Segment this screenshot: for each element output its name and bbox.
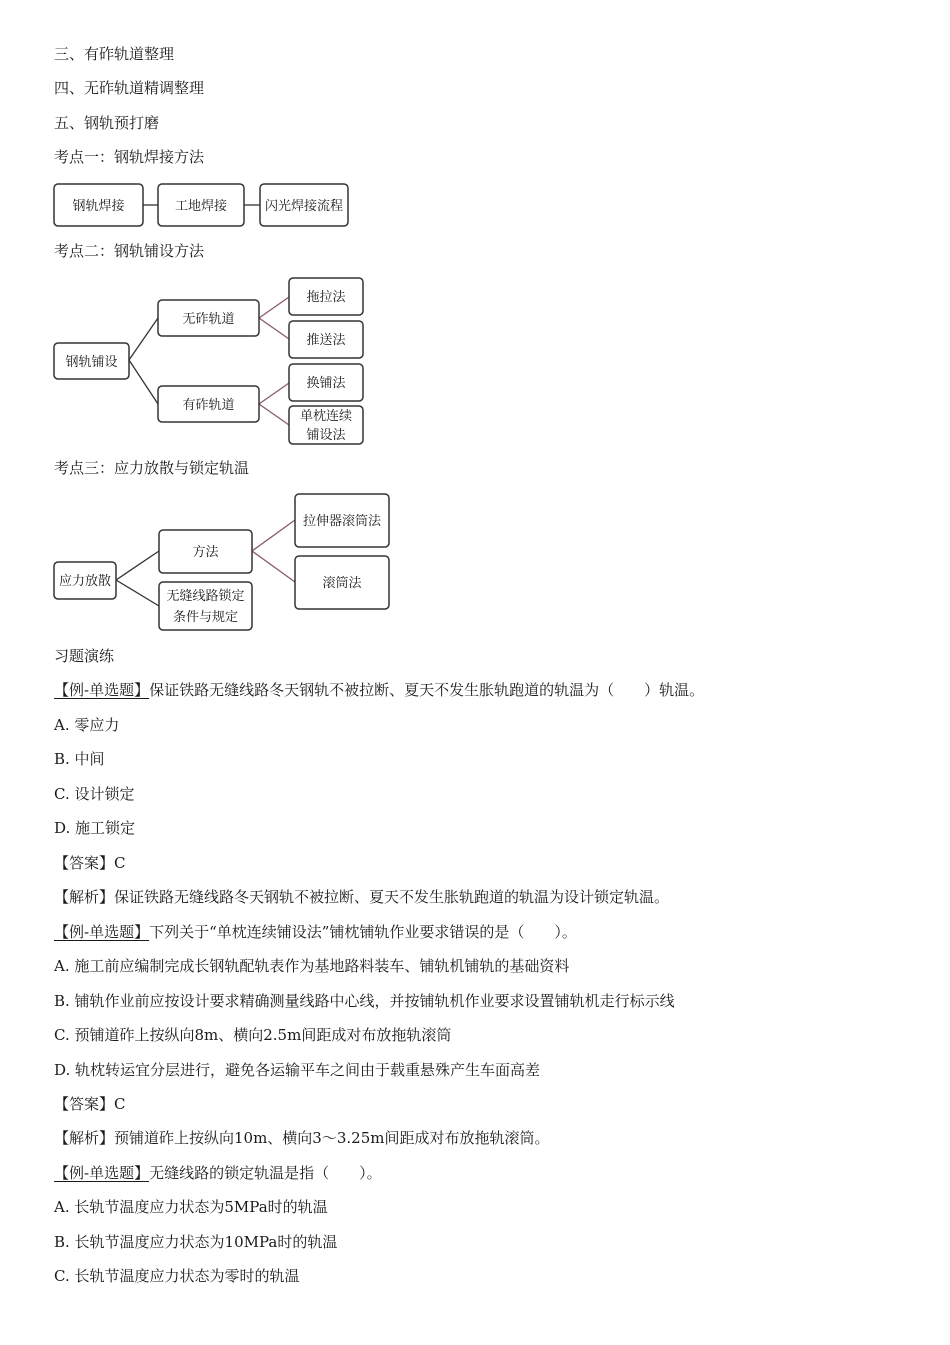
- label-ballastless: 无砟轨道: [182, 312, 235, 327]
- q2-stem: 下列关于“单枕连续铺设法”铺枕铺轨作业要求错误的是（ ）。: [149, 923, 577, 941]
- heading-ballasted-track: 三、有砟轨道整理: [54, 45, 175, 63]
- label-site-welding: 工地焊接: [174, 199, 228, 214]
- heading-ballastless-track: 四、无砟轨道精调整理: [54, 79, 205, 97]
- heading-key-point-2: 考点二：钢轨铺设方法: [54, 242, 205, 260]
- label-single-sleeper-line2: 铺设法: [306, 428, 346, 443]
- label-ballasted: 有砟轨道: [182, 398, 235, 413]
- heading-rail-grinding: 五、钢轨预打磨: [54, 114, 160, 132]
- diagram-welding: [54, 184, 348, 226]
- q3-option-c: C. 长轨节温度应力状态为零时的轨温: [54, 1267, 300, 1285]
- q2-answer: 【答案】C: [54, 1095, 126, 1113]
- q3-option-b: B. 长轨节温度应力状态为10MPa时的轨温: [54, 1233, 338, 1251]
- label-rail-welding: 钢轨焊接: [72, 199, 125, 214]
- heading-practice: 习题演练: [54, 647, 115, 665]
- q3-tag: 【例-单选题】: [54, 1164, 150, 1182]
- q1-stem-line: [54, 680, 704, 700]
- heading-key-point-3: 考点三：应力放散与锁定轨温: [54, 459, 250, 477]
- q1-option-b: B. 中间: [54, 750, 105, 768]
- diagram-rail-laying: [54, 278, 363, 444]
- q1-answer: 【答案】C: [54, 854, 126, 872]
- heading-key-point-1: 考点一：钢轨焊接方法: [54, 148, 205, 166]
- q1-option-a: A. 零应力: [54, 716, 120, 734]
- q1-tag: 【例-单选题】: [54, 681, 150, 699]
- q3-stem-line: [54, 1163, 382, 1183]
- label-lock-conditions-line2: 条件与规定: [172, 610, 239, 625]
- q1-stem: 保证铁路无缝线路冬天钢轨不被拉断、夏天不发生胀轨跑道的轨温为（ ）轨温。: [149, 681, 705, 699]
- label-stretcher-roller: 拉伸器滚筒法: [302, 514, 382, 529]
- q2-option-c: C. 预铺道砟上按纵向8m、横向2.5m间距成对布放拖轨滚筒: [54, 1026, 452, 1044]
- label-roller: 滚筒法: [322, 576, 362, 591]
- label-drag-method: 拖拉法: [306, 290, 346, 305]
- label-lock-conditions-line1: 无缝线路锁定: [166, 589, 245, 604]
- q1-option-c: C. 设计锁定: [54, 785, 135, 803]
- q2-option-a: A. 施工前应编制完成长钢轨配轨表作为基地路料装车、铺轨机铺轨的基础资料: [54, 957, 570, 975]
- q2-tag: 【例-单选题】: [54, 923, 150, 941]
- q2-stem-line: [54, 922, 577, 942]
- q3-stem: 无缝线路的锁定轨温是指（ ）。: [149, 1164, 382, 1182]
- q2-analysis: 【解析】预铺道砟上按纵向10m、横向3～3.25m间距成对布放拖轨滚筒。: [54, 1129, 550, 1147]
- label-single-sleeper-line1: 单枕连续: [299, 409, 353, 424]
- q2-option-d: D. 轨枕转运宜分层进行，避免各运输平车之间由于载重悬殊产生车面高差: [54, 1061, 541, 1079]
- q1-option-d: D. 施工锁定: [54, 819, 136, 837]
- label-replace-method: 换铺法: [306, 376, 346, 391]
- label-method: 方法: [192, 545, 219, 560]
- label-flash-welding: 闪光焊接流程: [264, 199, 344, 214]
- q2-option-b: B. 铺轨作业前应按设计要求精确测量线路中心线，并按铺轨机作业要求设置铺轨机走行标示线: [54, 992, 675, 1010]
- q1-analysis: 【解析】保证铁路无缝线路冬天钢轨不被拉断、夏天不发生胀轨跑道的轨温为设计锁定轨温。: [54, 888, 670, 906]
- label-push-method: 推送法: [306, 333, 346, 348]
- diagram-stress-release: [54, 494, 389, 630]
- q3-option-a: A. 长轨节温度应力状态为5MPa时的轨温: [54, 1198, 328, 1216]
- label-rail-laying: 钢轨铺设: [65, 355, 118, 370]
- label-stress-release: 应力放散: [58, 574, 112, 589]
